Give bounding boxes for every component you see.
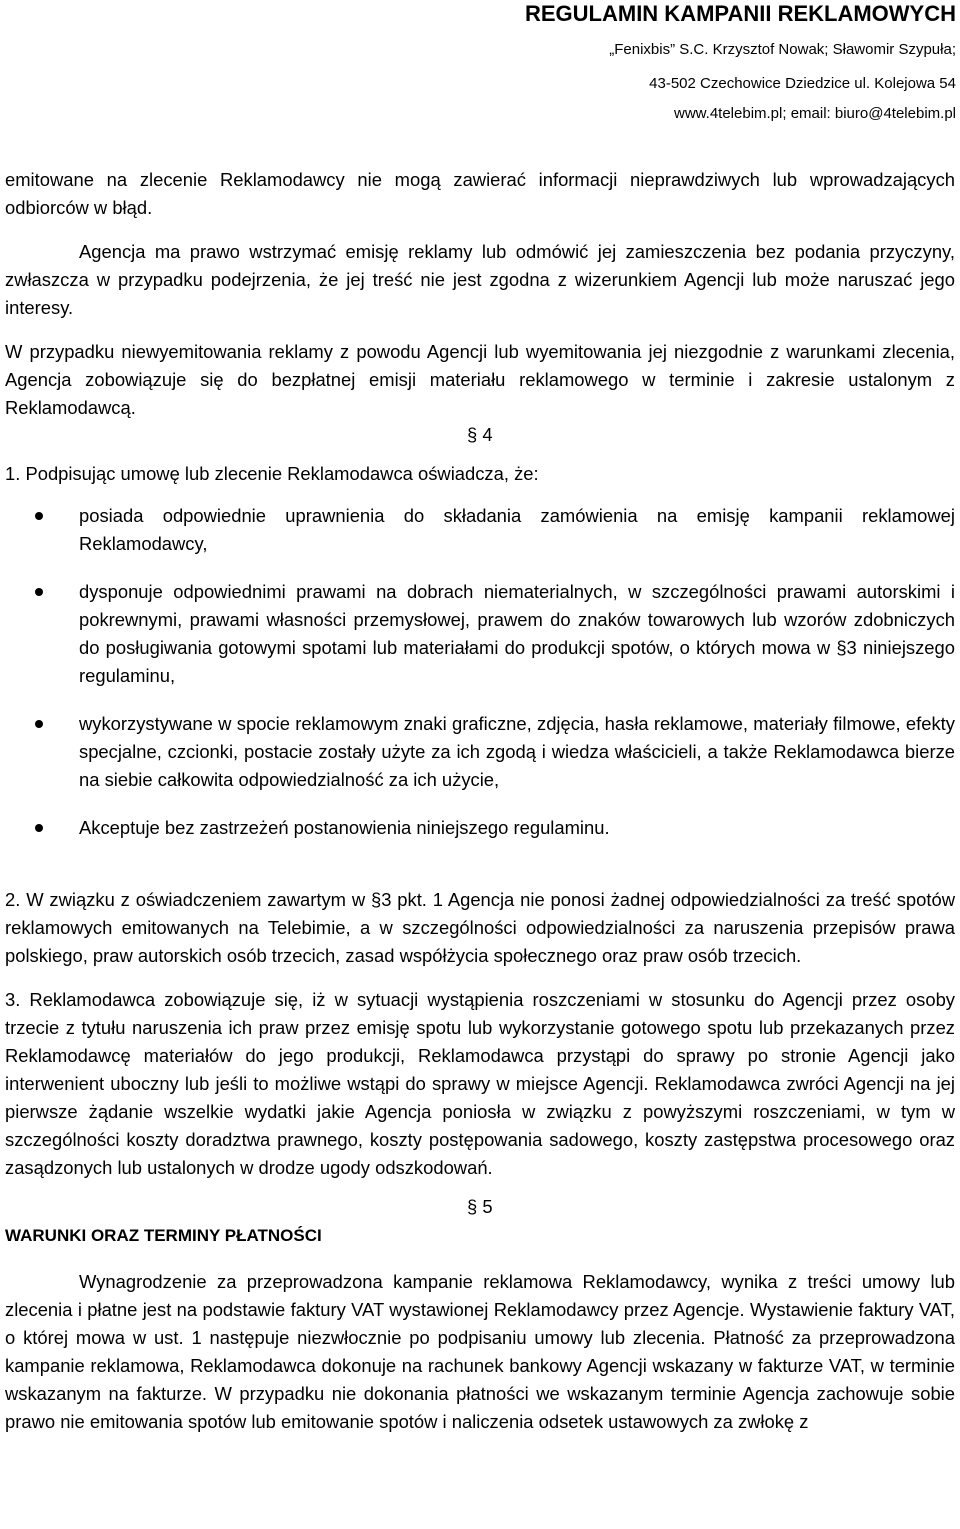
payment-terms-heading: WARUNKI ORAZ TERMINY PŁATNOŚCI bbox=[5, 1226, 322, 1245]
paragraph-declaration-intro: 1. Podpisując umowę lub zlecenie Reklamodawca oświadcza, że: bbox=[5, 463, 539, 484]
paragraph-no-liability: 2. W związku z oświadczeniem zawartym w §3 pkt. 1 Agencja nie ponosi żadnej odpowiedzialności za treść spotów reklamowych emitowanych na Telebimie, a w szczególności odpowiedzialności za naruszenia przepisów prawa polskiego, praw autorskich osób trzecich, zasad współżycia społecznego oraz praw osób trzecich. bbox=[5, 889, 955, 966]
paragraph-non-emission: W przypadku niewyemitowania reklamy z powodu Agencji lub wyemitowania jej niezgodnie z warunkami zlecenia, Agencja zobowiązuje się do bezpłatnej emisji materiału reklamowego w terminie i zakresie ustalonym z Reklamodawcą. bbox=[5, 341, 955, 418]
list-item: posiada odpowiednie uprawnienia do składania zamówienia na emisję kampanii reklamowej Reklamodawcy, bbox=[5, 502, 955, 558]
bullet-icon bbox=[35, 824, 43, 832]
company-contact: www.4telebim.pl; email: biuro@4telebim.pl bbox=[673, 105, 956, 122]
company-name: „Fenixbis” S.C. Krzysztof Nowak; Sławomir Szypuła; bbox=[609, 41, 956, 58]
list-item: wykorzystywane w spocie reklamowym znaki graficzne, zdjęcia, hasła reklamowe, materiały filmowe, efekty specjalne, czcionki, postacie zostały użyte za ich zgodą i wiedza właścicieli, a także Reklamodawca bierze na siebie całkowita odpowiedzialność za ich użycie, bbox=[5, 710, 955, 794]
paragraph-payment: Wynagrodzenie za przeprowadzona kampanie reklamowa Reklamodawcy, wynika z treści umowy lub zlecenia i płatne jest na podstawie faktury VAT wystawionej Reklamodawcy przez Agencje. Wystawienie faktury VAT, o której mowa w ust. 1 następuje niezwłocznie po podpisaniu umowy lub zlecenia. Płatność za przeprowadzona kampanie reklamowa, Reklamodawca dokonuje na rachunek bankowy Agencji wskazany w fakturze VAT, w terminie wskazanym na fakturze. W przypadku nie dokonania płatności we wskazanym terminie Agencja zachowuje sobie prawo nie emitowania spotów lub emitowanie spotów i naliczenia odsetek ustawowych za zwłokę z bbox=[5, 1271, 955, 1432]
document-title: REGULAMIN KAMPANII REKLAMOWYCH bbox=[524, 1, 956, 26]
bullet-icon bbox=[35, 588, 43, 596]
document-body bbox=[5, 166, 955, 1436]
document-header bbox=[196, 0, 956, 124]
list-item: dysponuje odpowiednimi prawami na dobrach niematerialnych, w szczególności prawami autorskimi i pokrewnymi, prawami własności przemysłowej, prawem do znaków towarowych lub wzorów zdobniczych do posługiwania gotowymi spotami lub materiałami do produkcji spotów, o których mowa w §3 niniejszego regulaminu, bbox=[5, 578, 955, 690]
declaration-list bbox=[5, 502, 955, 842]
paragraph-claims: 3. Reklamodawca zobowiązuje się, iż w sytuacji wystąpienia roszczeniami w stosunku do Agencji przez osoby trzecie z tytułu naruszenia ich praw przez emisję spotu lub wykorzystanie gotowego spotu lub przekazanych przez Reklamodawcę materiałów do jego produkcji, Reklamodawca przystąpi do sprawy po stronie Agencji jako interwenient uboczny lub jeśli to możliwe wstąpi do sprawy w miejsce Agencji. Reklamodawca zwróci Agencji na jej pierwsze żądanie wszelkie wydatki jakie Agencja poniosła w związku z powyższymi roszczeniami, w tym w szczególności koszty doradztwa prawnego, koszty postępowania sadowego, koszty zastępstwa procesowego oraz zasądzonych lub ustalonych w drodze ugody odszkodowań. bbox=[5, 989, 955, 1178]
bullet-icon bbox=[35, 512, 43, 520]
paragraph-agency-rights: Agencja ma prawo wstrzymać emisję reklamy lub odmówić jej zamieszczenia bez podania przyczyny, zwłaszcza w przypadku podejrzenia, że jej treść nie jest zgodna z wizerunkiem Agencji lub może naruszać jego interesy. bbox=[5, 241, 955, 318]
paragraph-emission-content: emitowane na zlecenie Reklamodawcy nie mogą zawierać informacji nieprawdziwych lub wprowadzających odbiorców w błąd. bbox=[5, 169, 955, 218]
list-item: Akceptuje bez zastrzeżeń postanowienia niniejszego regulaminu. bbox=[5, 814, 955, 842]
company-address: 43-502 Czechowice Dziedzice ul. Kolejowa 54 bbox=[649, 75, 956, 92]
section-4-heading: § 4 bbox=[467, 424, 493, 445]
bullet-icon bbox=[35, 720, 43, 728]
section-5-heading: § 5 bbox=[467, 1196, 493, 1217]
